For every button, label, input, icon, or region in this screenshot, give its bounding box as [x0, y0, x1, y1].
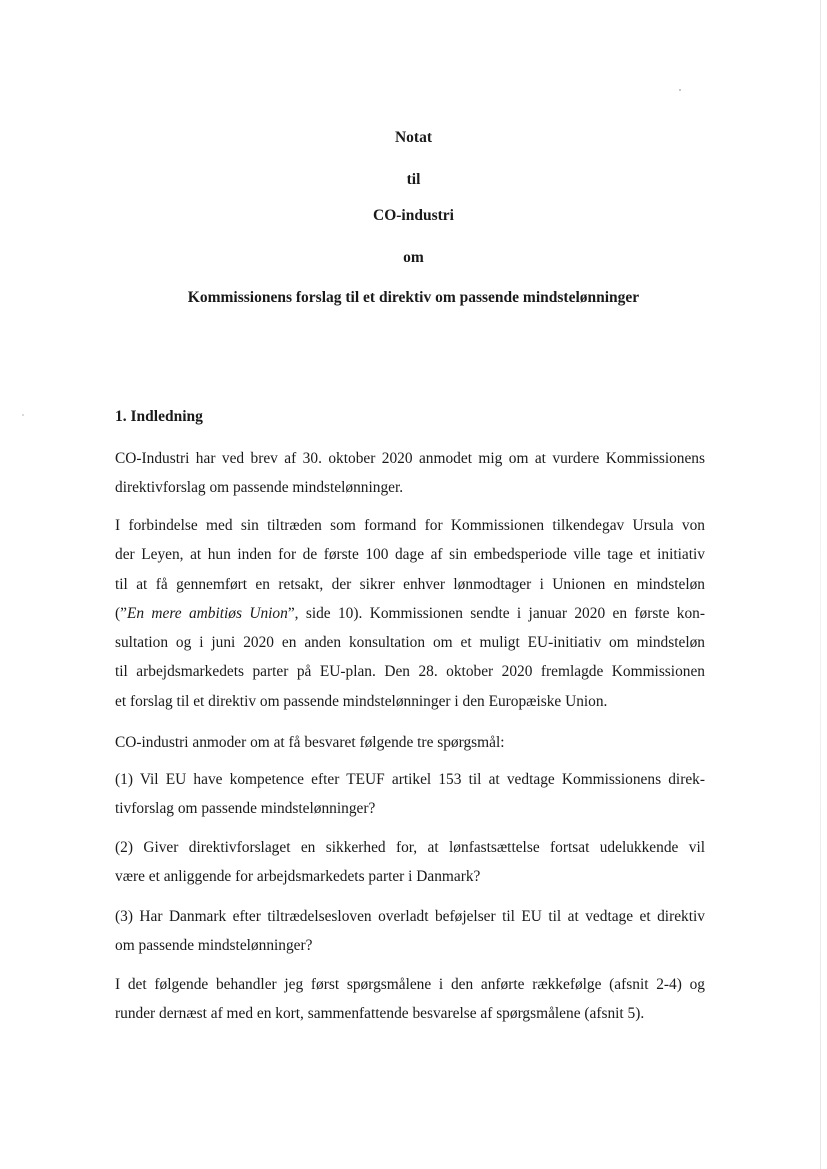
question-1 [115, 765, 705, 824]
title-notat: Notat [394, 129, 433, 146]
text-line: runder dernæst af med en kort, sammenfattende besvarelse af spørgsmålene (afsnit 5). [115, 1005, 645, 1023]
title-recipient: CO-industri [373, 207, 454, 224]
paragraph-questions-intro [115, 728, 705, 757]
quote-open: (” [115, 604, 127, 622]
text-line: (1) Vil EU have kompetence efter TEUF artikel 153 til at vedtage Kommissionens direk- [115, 771, 705, 788]
title-subject: Kommissionens forslag til et direktiv om passende mindstelønninger [187, 289, 640, 306]
question-3 [115, 902, 705, 961]
text-line: CO-industri anmoder om at få besvaret følgende tre spørgsmål: [115, 734, 505, 751]
text-line: (3) Har Danmark efter tiltrædelsesloven overladt beføjelser til EU til at vedtage et direktiv [115, 908, 705, 925]
text-line: sultation og i juni 2020 en anden konsultation om et muligt EU-initiativ om mindsteløn [115, 634, 705, 652]
title-til: til [406, 171, 421, 188]
text-line: I det følgende behandler jeg først spørgsmålene i den anførte rækkefølge (afsnit 2-4) og [115, 976, 705, 993]
paragraph-intro [115, 444, 705, 503]
italic-title: En mere ambitiøs Union [126, 604, 288, 622]
text-line [115, 599, 705, 628]
paragraph-outline [115, 970, 705, 1029]
text-line: være et anliggende for arbejdsmarkedets parter i Danmark? [115, 868, 481, 886]
title-om: om [403, 249, 424, 266]
text-line: I forbindelse med sin tiltræden som formand for Kommissionen tilkendegav Ursula von [115, 517, 705, 534]
text-line: til arbejdsmarkedets parter på EU-plan. Den 28. oktober 2020 fremlagde Kommissionen [115, 663, 705, 681]
section-heading: 1. Indledning [115, 408, 203, 425]
scan-speck [679, 89, 681, 91]
text-line: om passende mindstelønninger? [115, 937, 313, 955]
question-2 [115, 833, 705, 892]
text-line: der Leyen, at hun inden for de første 100 dage af sin embedsperiode ville tage et initiativ [115, 546, 705, 564]
text-line: direktivforslag om passende mindstelønninger. [115, 479, 404, 497]
text-line: CO-Industri har ved brev af 30. oktober 2020 anmodet mig om at vurdere Kommissionens [115, 450, 705, 467]
text-line: (2) Giver direktivforslaget en sikkerhed for, at lønfastsættelse fortsat udelukkende vil [115, 839, 705, 856]
paragraph-background [115, 511, 705, 716]
scan-speck [22, 414, 24, 416]
text-line: et forslag til et direktiv om passende mindstelønninger i den Europæiske Union. [115, 692, 608, 710]
text-line: til at få gennemført en retsakt, der sikrer enhver lønmodtager i Unionen en mindsteløn [115, 575, 705, 593]
quote-rest: ”, side 10). Kommissionen sendte i januar 2020 en første kon- [287, 604, 705, 622]
text-line: tivforslag om passende mindstelønninger? [115, 800, 376, 818]
